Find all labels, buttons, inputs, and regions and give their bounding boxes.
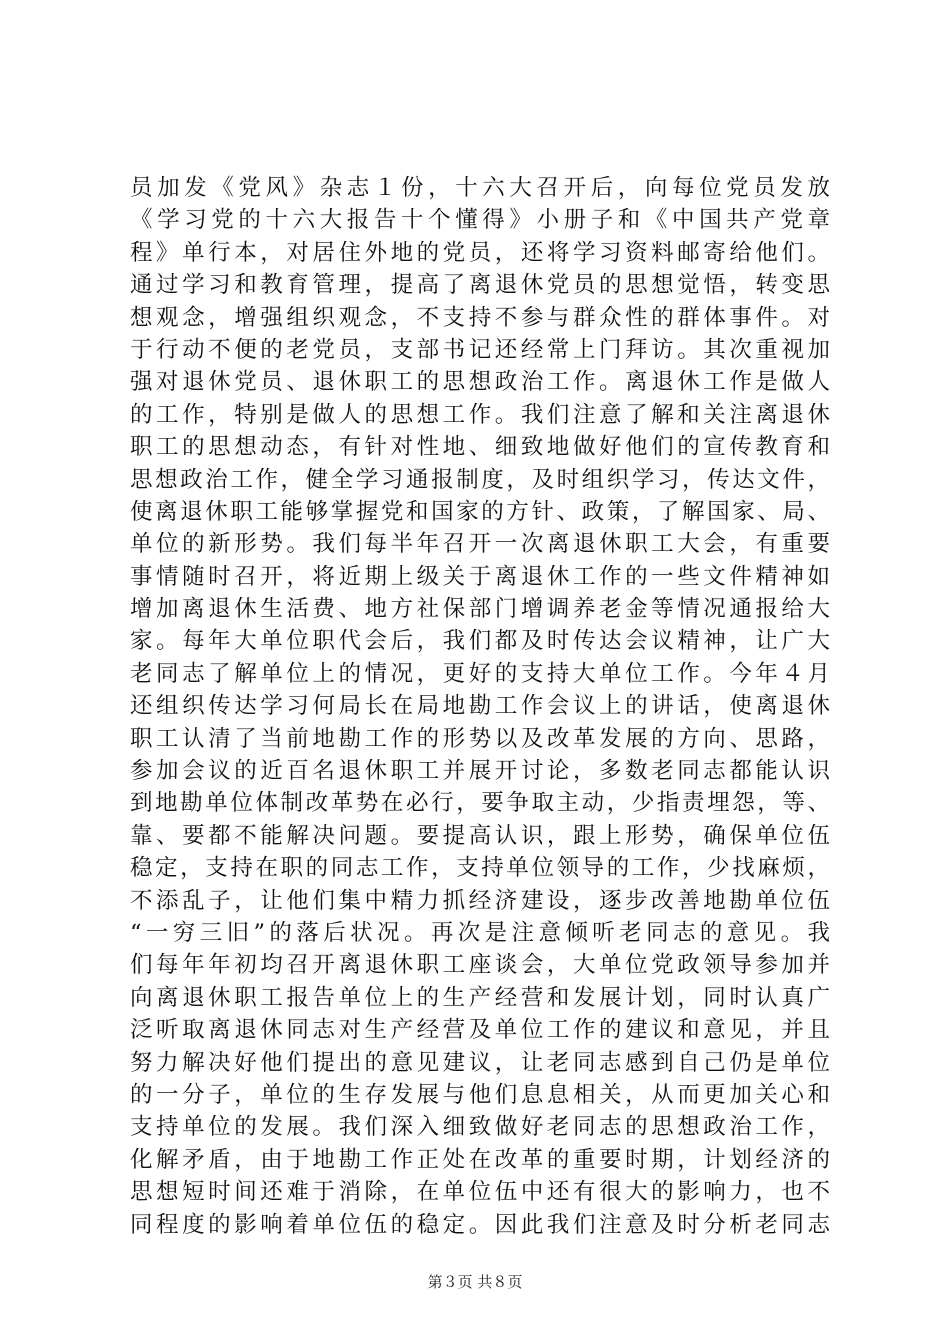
text-line: 增加离退休生活费、地方社保部门增调养老金等情况通报给大 <box>130 596 830 623</box>
text-line: “一穷三旧”的落后状况。再次是注意倾听老同志的意见。我 <box>130 919 830 946</box>
text-line: 程》单行本，对居住外地的党员，还将学习资料邮寄给他们。 <box>130 239 830 266</box>
text-line: 泛听取离退休同志对生产经营及单位工作的建议和意见，并且 <box>130 1017 830 1044</box>
text-line: 家。每年大单位职代会后，我们都及时传达会议精神，让广大 <box>130 628 830 655</box>
text-line: 职工的思想动态，有针对性地、细致地做好他们的宣传教育和 <box>130 434 830 461</box>
text-line: 职工认清了当前地勘工作的形势以及改革发展的方向、思路， <box>130 725 830 752</box>
text-line: 思想短时间还难于消除，在单位伍中还有很大的影响力，也不 <box>130 1179 830 1206</box>
text-line: 通过学习和教育管理，提高了离退休党员的思想觉悟，转变思 <box>130 272 830 299</box>
body-text <box>130 172 830 1241</box>
text-line: 员加发《党风》杂志１份，十六大召开后，向每位党员发放 <box>130 175 830 201</box>
text-line: 稳定，支持在职的同志工作，支持单位领导的工作，少找麻烦， <box>130 855 830 882</box>
text-line: 不添乱子，让他们集中精力抓经济建设，逐步改善地勘单位伍 <box>130 887 830 914</box>
page-footer: 第３页 共８页 <box>427 1273 523 1291</box>
text-line: 还组织传达学习何局长在局地勘工作会议上的讲话，使离退休 <box>130 693 830 720</box>
text-line: 思想政治工作，健全学习通报制度，及时组织学习，传达文件， <box>130 466 830 493</box>
text-line: 老同志了解单位上的情况，更好的支持大单位工作。今年４月 <box>130 660 830 687</box>
text-line: 向离退休职工报告单位上的生产经营和发展计划，同时认真广 <box>130 984 830 1011</box>
text-line: 事情随时召开，将近期上级关于离退休工作的一些文件精神如 <box>130 563 830 590</box>
text-line: 同程度的影响着单位伍的稳定。因此我们注意及时分析老同志 <box>130 1211 830 1238</box>
text-line: 使离退休职工能够掌握党和国家的方针、政策，了解国家、局、 <box>130 498 830 525</box>
text-line: 于行动不便的老党员，支部书记还经常上门拜访。其次重视加 <box>130 336 830 363</box>
text-line: 参加会议的近百名退休职工并展开讨论，多数老同志都能认识 <box>130 758 830 785</box>
text-line: 支持单位的发展。我们深入细致做好老同志的思想政治工作， <box>130 1114 830 1141</box>
text-line: 努力解决好他们提出的意见建议，让老同志感到自己仍是单位 <box>130 1049 830 1076</box>
text-line: 到地勘单位体制改革势在必行，要争取主动，少指责埋怨，等、 <box>130 790 830 817</box>
text-line: 的工作，特别是做人的思想工作。我们注意了解和关注离退休 <box>130 401 830 428</box>
text-line: 化解矛盾，由于地勘工作正处在改革的重要时期，计划经济的 <box>130 1146 830 1173</box>
text-line: 单位的新形势。我们每半年召开一次离退休职工大会，有重要 <box>130 531 830 558</box>
text-line: 的一分子，单位的生存发展与他们息息相关，从而更加关心和 <box>130 1081 830 1108</box>
text-line: 想观念，增强组织观念，不支持不参与群众性的群体事件。对 <box>130 304 830 331</box>
text-line: 们每年年初均召开离退休职工座谈会，大单位党政领导参加并 <box>130 952 830 979</box>
text-line: 强对退休党员、退休职工的思想政治工作。离退休工作是做人 <box>130 369 830 396</box>
text-line: 靠、要都不能解决问题。要提高认识，跟上形势，确保单位伍 <box>130 822 830 849</box>
text-line: 《学习党的十六大报告十个懂得》小册子和《中国共产党章 <box>130 207 830 234</box>
